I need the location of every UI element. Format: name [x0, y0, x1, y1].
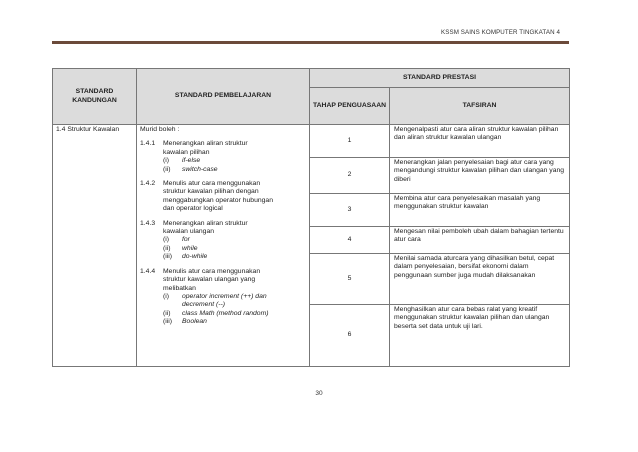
option-number: (ii): [163, 309, 171, 317]
option-text: if-else: [182, 157, 201, 165]
option-text: operator increment (++) dan: [182, 292, 267, 300]
tahap-value: 4: [347, 235, 352, 243]
pembelajaran-line: [140, 268, 306, 276]
pembelajaran-text: Menerangkan aliran struktur: [163, 219, 248, 227]
pembelajaran-option: [140, 253, 306, 261]
tahap-value: 2: [347, 171, 352, 179]
kandungan-text: 1.4 Struktur Kawalan: [56, 126, 120, 133]
option-number: [163, 301, 182, 309]
option-text: while: [182, 244, 198, 252]
pembelajaran-line: [140, 140, 306, 148]
pembelajaran-list: [140, 140, 306, 326]
pembelajaran-code: 1.4.2: [140, 180, 156, 188]
pembelajaran-code: 1.4.1: [140, 140, 156, 148]
pembelajaran-text: Menulis atur cara menggunakan: [163, 180, 261, 188]
pembelajaran-continuation: struktur kawalan ulangan yang: [163, 276, 256, 284]
murid-intro: Murid boleh :: [140, 126, 180, 133]
option-number: (ii): [163, 165, 171, 173]
tafsiran-text: Membina atur cara penyelesaikan masalah yang menggunakan struktur kawalan: [394, 195, 541, 211]
pembelajaran-option: [140, 310, 306, 318]
header-tahap: TAHAP PENGUASAAN: [310, 88, 390, 125]
option-text: do-while: [182, 253, 208, 261]
pembelajaran-option: [140, 301, 306, 309]
pembelajaran-item: [140, 268, 306, 327]
tafsiran-cell: [390, 254, 570, 305]
tahap-cell: [310, 227, 390, 254]
option-number: (i): [163, 157, 170, 165]
pembelajaran-continuation: menggabungkan operator hubungan: [163, 196, 273, 204]
pembelajaran-option: [140, 318, 306, 326]
tafsiran-cell: [390, 125, 570, 158]
tafsiran-cell: [390, 194, 570, 227]
header-tafsiran: TAFSIRAN: [390, 88, 570, 125]
pembelajaran-option: [140, 293, 306, 301]
pembelajaran-line: [140, 180, 306, 188]
option-number: (i): [163, 292, 170, 300]
pembelajaran-item: [140, 140, 306, 174]
curriculum-table: [52, 68, 570, 367]
option-text: for: [182, 236, 190, 244]
pembelajaran-continuation: struktur kawalan pilihan dengan: [163, 188, 259, 196]
pembelajaran-code: 1.4.4: [140, 267, 156, 275]
pembelajaran-continuation: melibatkan: [163, 284, 196, 292]
pembelajaran-option: [140, 166, 306, 174]
tafsiran-text: Menghasilkan atur cara bebas ralat yang kreatif menggunakan struktur kawalan pilihan dan ulangan beserta set data untuk uji lari.: [394, 306, 550, 330]
option-text: class Math (method random): [182, 309, 269, 317]
pembelajaran-option: [140, 245, 306, 253]
tafsiran-text: Menerangkan jalan penyelesaian bagi atur cara yang mengandungi struktur kawalan pilihan dan ulangan yang diberi: [394, 159, 565, 183]
pembelajaran-continuation: kawalan ulangan: [163, 228, 215, 236]
pembelajaran-option: [140, 157, 306, 165]
option-text: switch-case: [182, 165, 218, 173]
option-number: (iii): [163, 318, 173, 326]
pembelajaran-continuation: kawalan pilihan: [163, 148, 210, 156]
header-standard-prestasi: STANDARD PRESTASI: [310, 69, 570, 88]
tafsiran-text: Menilai samada aturcara yang dihasilkan betul, cepat dalam penyelesaian, bersifat ekonomi dalam penggunaan sumber juga mudah dilaksanakan: [394, 255, 555, 279]
pembelajaran-text: Menulis atur cara menggunakan: [163, 267, 261, 275]
pembelajaran-item: [140, 220, 306, 262]
option-number: (iii): [163, 253, 173, 261]
header-standard-kandungan: STANDARD KANDUNGAN: [53, 69, 137, 125]
option-text: decrement (--): [182, 301, 226, 309]
pembelajaran-line: [140, 220, 306, 228]
tahap-cell: [310, 254, 390, 305]
option-text: Boolean: [182, 318, 207, 326]
tahap-cell: [310, 305, 390, 367]
tahap-value: 3: [347, 205, 352, 213]
tahap-value: 1: [347, 136, 352, 144]
header-standard-pembelajaran: STANDARD PEMBELAJARAN: [137, 69, 310, 125]
header-rule: [52, 41, 569, 44]
option-number: (ii): [163, 244, 171, 252]
tafsiran-cell: [390, 158, 570, 194]
pembelajaran-continuation: dan operator logical: [163, 205, 223, 213]
pembelajaran-option: [140, 236, 306, 244]
tahap-cell: [310, 125, 390, 158]
tafsiran-text: Mengesan nilai pemboleh ubah dalam bahagian tertentu atur cara: [394, 228, 564, 244]
page-number: 30: [315, 390, 323, 397]
tahap-value: 5: [347, 274, 352, 282]
tafsiran-cell: [390, 305, 570, 367]
kandungan-cell: [53, 125, 137, 367]
tahap-cell: [310, 158, 390, 194]
pembelajaran-item: [140, 180, 306, 214]
running-header: KSSM SAINS KOMPUTER TINGKATAN 4: [441, 29, 560, 36]
tahap-cell: [310, 194, 390, 227]
option-number: (i): [163, 236, 170, 244]
tafsiran-text: Mengenalpasti atur cara aliran struktur kawalan pilihan dan aliran struktur kawalan ulangan: [394, 126, 559, 142]
tafsiran-cell: [390, 227, 570, 254]
pembelajaran-code: 1.4.3: [140, 219, 156, 227]
tahap-value: 6: [347, 331, 352, 339]
pembelajaran-text: Menerangkan aliran struktur: [163, 140, 248, 148]
pembelajaran-cell: [137, 125, 310, 367]
